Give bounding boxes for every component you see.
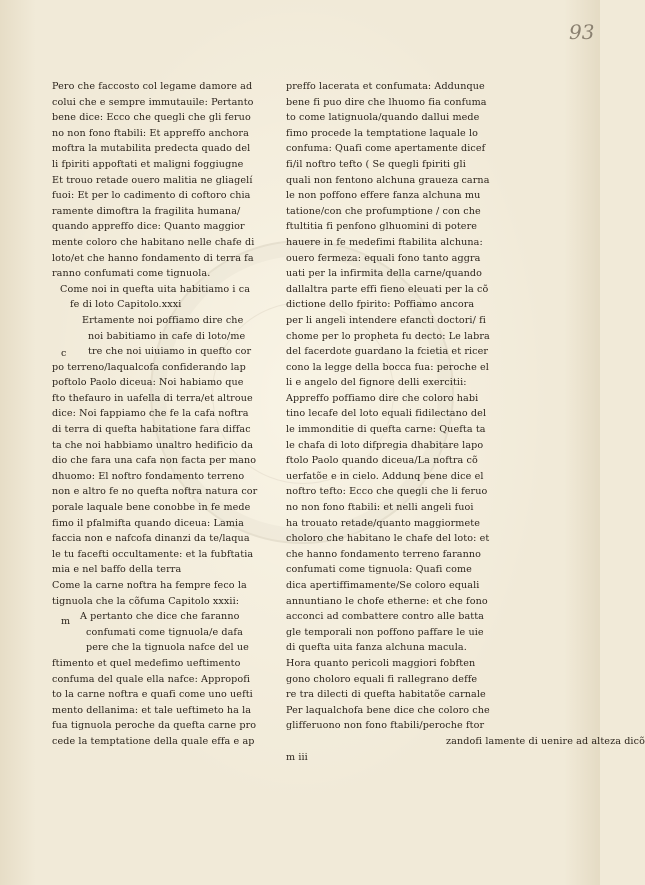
text-line: confuma: Quafi come apertamente dicef [286,143,486,155]
text-line: ftolo Paolo quando diceua/La noftra cõ [286,455,478,467]
text-line: del facerdote guardano la fcietia et ricer [286,346,489,358]
text-line: zandofi lamente di uenire ad alteza dicõ [446,735,645,747]
text-line: gle temporali non poffono paffare le uie [286,626,484,638]
text-line: di quefta uita fanza alchuna macula. [286,642,467,654]
text-line: fimo procede la temptatione laquale lo [286,127,479,139]
text-line: non e altro fe no quefta noftra natura cor [52,486,258,498]
text-line: ranno confumati come tignuola. [52,268,211,280]
text-line: tatione/con che profumptione / con che [286,205,481,217]
text-line: Pero che faccosto col legame damore ad [52,81,253,92]
text-line: faccia non e nafcofa dinanzi da te/laqua [52,533,250,545]
text-line: m iii [286,751,308,763]
text-line: uerfatõe e in cielo. Addunq bene dice el [286,470,484,482]
text-line: preffo lacerata et confumata: Addunque [286,81,485,92]
text-line: noi babitiamo in cafe di loto/me [88,330,246,342]
text-line: dio che fara una cafa non facta per mano [52,455,257,467]
text-line: confumati come tignuola: Quafi come [286,564,472,576]
text-line: ta che noi habbiamo unaltro hedificio da [52,439,254,451]
text-line: ramente dimoftra la fragilita humana/ [52,205,241,217]
text-line: mento dellanima: et tale ueftimeto ha la [52,704,252,716]
text-line: che hanno fondamento terreno faranno [286,548,482,560]
text-line: porale laquale bene conobbe in fe mede [52,502,251,514]
text-line: ha trouato retade/quanto maggiormete [286,517,480,529]
text-line: tre che noi uiuiamo in quefto cor [88,346,252,358]
text-line: dica apertiffimamente/Se coloro equali [286,580,480,591]
text-line: A pertanto che dice che faranno [80,611,240,623]
text-line: annuntiano le chofe etherne: et che fono [286,595,488,607]
text-line: acconci ad combattere contro alle batta [286,611,484,623]
text-line: le non poffono effere fanza alchuna mu [286,190,481,202]
text-line: confuma del quale ella nafce: Appropofi [52,673,251,685]
text-line: dallaltra parte effi fieno eleuati per la cõ [286,283,489,295]
text-line: di terra di quefta habitatione fara diffac [52,424,251,436]
text-line: re tra dilecti di quefta habitatõe carnale [286,689,486,701]
text-line: tino lecafe del loto equali fidilectano del [286,408,487,420]
margin-note-c: c [61,348,67,359]
text-line: chome per lo propheta fu decto: Le labra [286,330,490,342]
text-line: Per laqualchofa bene dice che coloro che [286,704,490,716]
text-line: li fpiriti appoftati et maligni foggiugne [52,158,244,170]
text-line: cede la temptatione della quale effa e ap [52,735,255,747]
text-line: po terreno/laqualcofa confiderando lap [52,361,246,373]
text-line: dhuomo: El noftro fondamento terreno [52,470,245,482]
text-line: Hora quanto pericoli maggiori fobften [286,657,476,669]
text-line: mente coloro che habitano nelle chafe di [52,236,255,248]
text-line: fto thefauro in uafella di terra/et altroue [52,392,253,404]
text-line: uati per la infirmita della carne/quando [286,268,483,280]
text-line: dice: Noi fappiamo che fe la cafa noftra [52,408,249,420]
text-line: Ertamente noi poffiamo dire che [82,314,244,326]
text-line: confumati come tignuola/e dafa [86,626,243,638]
text-line: moftra la mutabilita predecta quado del [52,143,251,155]
text-line: to come latignuola/quando dallui mede [286,112,480,124]
text-line: Appreffo poffiamo dire che coloro habi [286,392,479,404]
margin-note-m: m [61,616,71,627]
left-text-column [52,79,257,750]
text-line: quando appreffo dice: Quanto maggior [52,221,245,233]
text-line: le chafa di loto difpregia dhabitare lapo [286,439,484,451]
text-line: dictione dello fpirito: Poffiamo ancora [286,299,475,311]
text-line: no non fono ftabili: Et appreffo anchora [52,127,249,139]
text-line: to la carne noftra e quafi come uno uefti [52,689,253,701]
text-line: fe di loto Capitolo.xxxi [70,299,182,311]
text-line: fuoi: Et per lo cadimento di coftoro chia [52,190,251,202]
text-line: no non fono ftabili: et nelli angeli fuoi [286,502,474,514]
text-line: le tu facefti occultamente: et la fubftatia [52,548,254,560]
folio-number: 93 [569,20,595,44]
text-line: poftolo Paolo diceua: Noi habiamo que [52,377,244,389]
text-line: mia e nel baffo della terra [52,564,182,576]
text-line: noftro tefto: Ecco che quegli che li feruo [286,486,488,498]
text-line: cono la legge della bocca fua: peroche el [286,361,489,373]
text-line: choloro che habitano le chafe del loto: et [286,533,490,545]
text-line: le immonditie di quefta carne: Quefta ta [286,424,486,436]
text-line: li e angelo del fignore delli exercitii: [286,377,467,389]
text-line: colui che e sempre immutauile: Pertanto [52,96,254,108]
text-line: ftultitia fi penfono glhuomini di potere [286,221,478,233]
text-line: fi/il noftro tefto ( Se quegli fpiriti gli [286,158,466,170]
text-line: per li angeli intendere efancti doctori/ fi [286,314,486,326]
text-line: Come la carne noftra ha fempre feco la [52,580,247,591]
text-line: hauere in fe medefimi ftabilita alchuna: [286,236,483,248]
text-line: fua tignuola peroche da quefta carne pro [52,720,257,732]
text-line: fimo il pfalmifta quando diceua: Lamia [52,517,244,529]
right-text-column [286,79,645,765]
text-line: tignuola che la cõfuma Capitolo xxxii: [52,595,240,607]
text-line: glifferuono non fono ftabili/peroche ftor [286,720,485,732]
text-line: Et trouo retade ouero malitia ne gliagelí [52,174,253,186]
text-line: loto/et che hanno fondamento di terra fa [52,252,254,264]
text-line: quali non fentono alchuna graueza carna [286,174,490,186]
text-line: bene dice: Ecco che quegli che gli feruo [52,112,251,124]
text-line: bene fi puo dire che lhuomo fia confuma [286,96,487,108]
text-line: Come noi in quefta uita habitiamo i ca [60,283,251,295]
text-line: gono choloro equali fi rallegrano deffe [286,673,478,685]
text-line: pere che la tignuola nafce del ue [86,642,249,654]
text-line: ftimento et quel medefimo ueftimento [52,657,241,669]
text-line: ouero fermeza: equali fono tanto aggra [286,252,481,264]
